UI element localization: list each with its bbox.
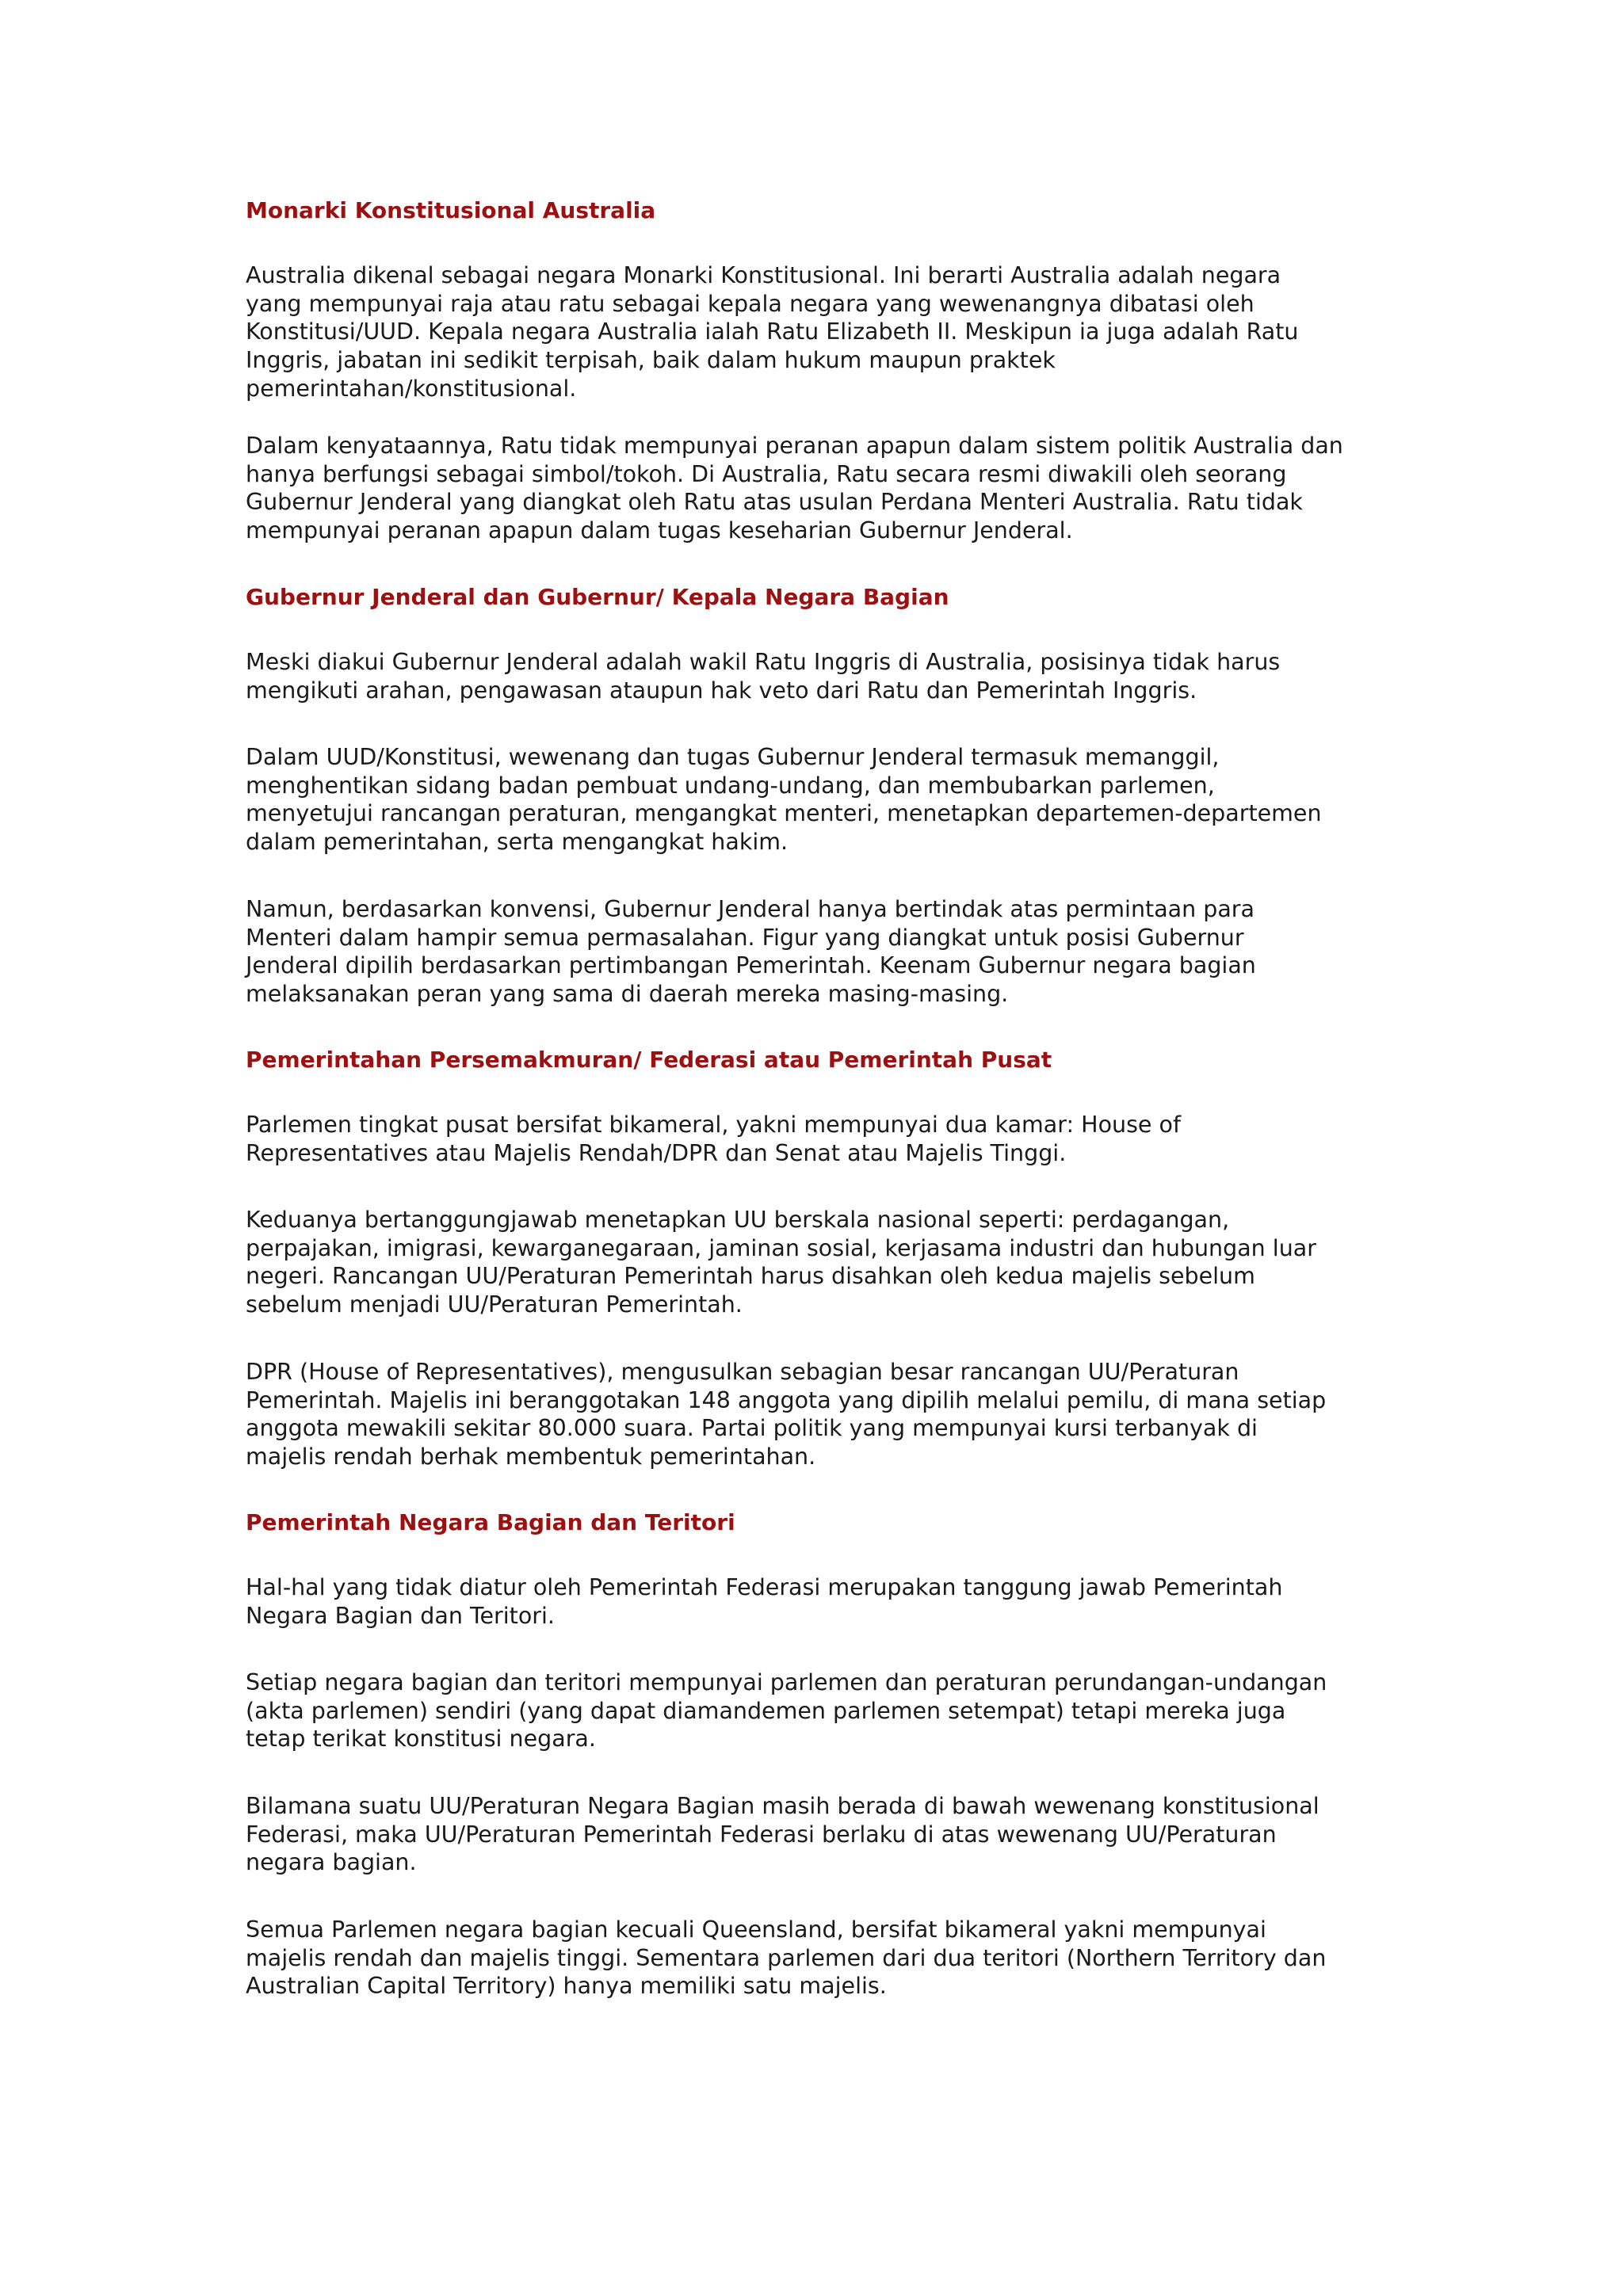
text-line: perpajakan, imigrasi, kewarganegaraan, jaminan sosial, kerjasama industri dan hubungan luar <box>246 1234 1316 1261</box>
text-line: Jenderal dipilih berdasarkan pertimbangan Pemerintah. Keenam Gubernur negara bagian <box>246 952 1256 979</box>
paragraph-gubernur-2 <box>246 743 1387 856</box>
text-line: mengikuti arahan, pengawasan ataupun hak veto dari Ratu dan Pemerintah Inggris. <box>246 677 1197 704</box>
text-line: majelis rendah dan majelis tinggi. Sementara parlemen dari dua teritori (Northern Territory dan <box>246 1944 1327 1971</box>
text-line: dalam pemerintahan, serta mengangkat hakim. <box>246 829 789 856</box>
text-line: Konstitusi/UUD. Kepala negara Australia ialah Ratu Elizabeth II. Meskipun ia juga adalah Ratu <box>246 318 1299 345</box>
section-title-gubernur: Gubernur Jenderal dan Gubernur/ Kepala Negara Bagian <box>246 584 949 610</box>
text-line: Federasi, maka UU/Peraturan Pemerintah Federasi berlaku di atas wewenang UU/Peraturan <box>246 1821 1277 1848</box>
text-line: Inggris, jabatan ini sedikit terpisah, baik dalam hukum maupun praktek <box>246 347 1056 374</box>
paragraph-persemakmuran-1 <box>246 1111 1387 1167</box>
text-line: Meski diakui Gubernur Jenderal adalah wakil Ratu Inggris di Australia, posisinya tidak harus <box>246 649 1281 675</box>
text-line: Semua Parlemen negara bagian kecuali Queensland, bersifat bikameral yakni mempunyai <box>246 1917 1266 1943</box>
text-line: Dalam UUD/Konstitusi, wewenang dan tugas Gubernur Jenderal termasuk memanggil, <box>246 744 1220 770</box>
text-line: Keduanya bertanggungjawab menetapkan UU berskala nasional seperti: perdagangan, <box>246 1207 1230 1233</box>
text-line: Namun, berdasarkan konvensi, Gubernur Jenderal hanya bertindak atas permintaan para <box>246 896 1254 922</box>
text-line: Hal-hal yang tidak diatur oleh Pemerintah Federasi merupakan tanggung jawab Pemerintah <box>246 1574 1283 1600</box>
text-line: pemerintahan/konstitusional. <box>246 375 577 402</box>
text-line: Australian Capital Territory) hanya memiliki satu majelis. <box>246 1973 887 2000</box>
text-line: Setiap negara bagian dan teritori mempunyai parlemen dan peraturan perundangan-undangan <box>246 1669 1327 1695</box>
text-line: menyetujui rancangan peraturan, mengangkat menteri, menetapkan departemen-departemen <box>246 800 1322 827</box>
text-line: melaksanakan peran yang sama di daerah mereka masing-masing. <box>246 981 1009 1008</box>
paragraph-persemakmuran-2 <box>246 1206 1387 1319</box>
text-line: sebelum menjadi UU/Peraturan Pemerintah. <box>246 1291 743 1318</box>
paragraph-monarki-2 <box>246 432 1387 545</box>
text-line: (akta parlemen) sendiri (yang dapat diamandemen parlemen setempat) tetapi mereka juga <box>246 1697 1286 1724</box>
text-line: anggota mewakili sekitar 80.000 suara. Partai politik yang mempunyai kursi terbanyak di <box>246 1415 1258 1442</box>
text-line: negara bagian. <box>246 1849 417 1876</box>
text-line: Negara Bagian dan Teritori. <box>246 1602 555 1629</box>
text-line: yang mempunyai raja atau ratu sebagai kepala negara yang wewenangnya dibatasi oleh <box>246 290 1254 317</box>
text-line: Pemerintah. Majelis ini beranggotakan 148 anggota yang dipilih melalui pemilu, di mana setiap <box>246 1386 1327 1413</box>
paragraph-negara-bagian-3 <box>246 1792 1387 1877</box>
text-line: tetap terikat konstitusi negara. <box>246 1726 596 1753</box>
text-line: Bilamana suatu UU/Peraturan Negara Bagian masih berada di bawah wewenang konstitusional <box>246 1793 1319 1819</box>
text-line: Gubernur Jenderal yang diangkat oleh Ratu atas usulan Perdana Menteri Australia. Ratu tidak <box>246 489 1303 516</box>
paragraph-negara-bagian-1 <box>246 1573 1387 1630</box>
paragraph-persemakmuran-3 <box>246 1358 1387 1471</box>
text-line: Dalam kenyataannya, Ratu tidak mempunyai peranan apapun dalam sistem politik Australia dan <box>246 433 1343 459</box>
text-line: Parlemen tingkat pusat bersifat bikameral, yakni mempunyai dua kamar: House of <box>246 1112 1181 1138</box>
paragraph-gubernur-1 <box>246 648 1387 704</box>
section-title-persemakmuran: Pemerintahan Persemakmuran/ Federasi atau Pemerintah Pusat <box>246 1047 1052 1073</box>
paragraph-negara-bagian-2 <box>246 1669 1387 1753</box>
text-line: Menteri dalam hampir semua permasalahan. Figur yang diangkat untuk posisi Gubernur <box>246 924 1244 951</box>
section-title-monarki: Monarki Konstitusional Australia <box>246 197 656 223</box>
paragraph-negara-bagian-4 <box>246 1916 1387 2000</box>
paragraph-gubernur-3 <box>246 895 1387 1009</box>
section-title-negara-bagian: Pemerintah Negara Bagian dan Teritori <box>246 1509 735 1535</box>
text-line: DPR (House of Representatives), mengusulkan sebagian besar rancangan UU/Peraturan <box>246 1359 1239 1385</box>
text-line: Representatives atau Majelis Rendah/DPR dan Senat atau Majelis Tinggi. <box>246 1139 1067 1166</box>
text-line: majelis rendah berhak membentuk pemerintahan. <box>246 1444 816 1470</box>
text-line: mempunyai peranan apapun dalam tugas keseharian Gubernur Jenderal. <box>246 517 1073 544</box>
text-line: negeri. Rancangan UU/Peraturan Pemerintah harus disahkan oleh kedua majelis sebelum <box>246 1263 1255 1290</box>
text-line: menghentikan sidang badan pembuat undang-undang, dan membubarkan parlemen, <box>246 772 1215 799</box>
text-line: Australia dikenal sebagai negara Monarki Konstitusional. Ini berarti Australia adalah negara <box>246 262 1281 288</box>
text-line: hanya berfungsi sebagai simbol/tokoh. Di Australia, Ratu secara resmi diwakili oleh seorang <box>246 460 1287 487</box>
paragraph-monarki-1 <box>246 261 1387 403</box>
